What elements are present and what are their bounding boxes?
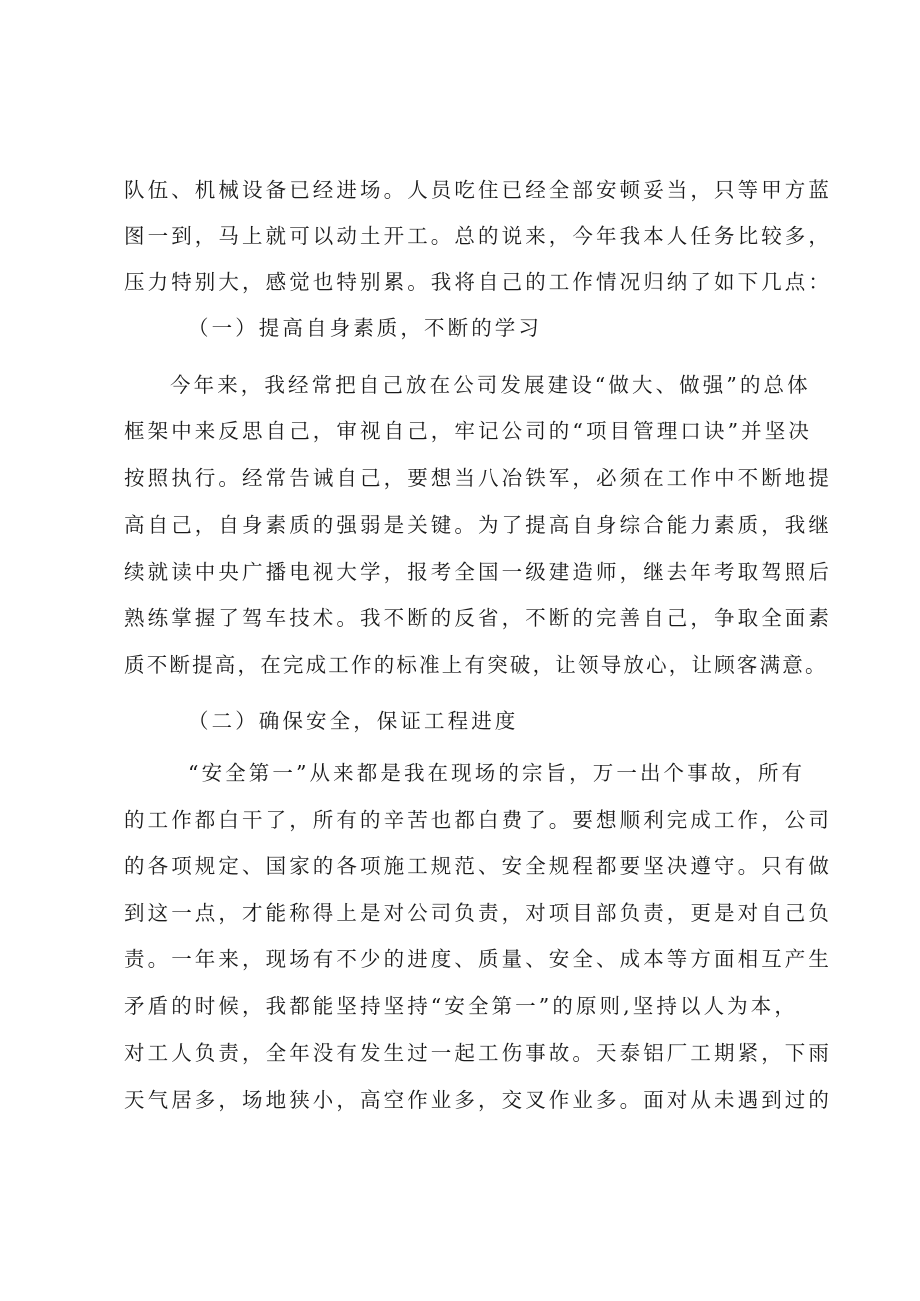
body-line-6: 框架中来反思自己，审视自己，牢记公司的“项目管理口诀”并坚决 (124, 419, 812, 443)
body-line-11: 质不断提高，在完成工作的标准上有突破，让领导放心，让顾客满意。 (124, 653, 828, 677)
body-line-14: 的工作都白干了，所有的辛苦也都白费了。要想顺利完成工作，公司 (124, 808, 832, 832)
body-line-2: 图一到，马上就可以动土开工。总的说来，今年我本人任务比较多， (124, 224, 832, 248)
body-line-5: 今年来，我经常把自己放在公司发展建设“做大、做强”的总体 (170, 373, 811, 397)
body-line-13: “安全第一”从来都是我在现场的宗旨，万一出个事故，所有 (188, 761, 806, 785)
body-line-10: 熟练掌握了驾车技术。我不断的反省，不断的完善自己，争取全面素 (124, 606, 832, 630)
body-line-8: 高自己，自身素质的强弱是关键。为了提高自身综合能力素质，我继 (124, 513, 832, 537)
body-line-17: 责。一年来，现场有不少的进度、质量、安全、成本等方面相互产生 (124, 947, 832, 971)
body-line-20: 天气居多，场地狭小，高空作业多，交叉作业多。面对从未遇到过的 (124, 1088, 832, 1112)
body-line-1: 队伍、机械设备已经进场。人员吃住已经全部安顿妥当，只等甲方蓝 (124, 178, 832, 202)
section-heading-1: （一）提高自身素质，不断的学习 (188, 316, 542, 340)
body-line-3: 压力特别大，感觉也特别累。我将自己的工作情况归纳了如下几点： (124, 270, 832, 294)
body-line-7: 按照执行。经常告诫自己，要想当八冶铁军，必须在工作中不断地提 (124, 466, 832, 490)
body-line-18: 矛盾的时候，我都能坚持坚持“安全第一”的原则,坚持以人为本， (124, 994, 798, 1018)
section-heading-2: （二）确保安全，保证工程进度 (188, 709, 519, 733)
body-line-19: 对工人负责，全年没有发生过一起工伤事故。天泰铝厂工期紧，下雨 (124, 1041, 832, 1065)
body-line-15: 的各项规定、国家的各项施工规范、安全规程都要坚决遵守。只有做 (124, 854, 832, 878)
body-line-16: 到这一点，才能称得上是对公司负责，对项目部负责，更是对自己负 (124, 901, 832, 925)
body-line-9: 续就读中央广播电视大学，报考全国一级建造师，继去年考取驾照后 (124, 560, 832, 584)
